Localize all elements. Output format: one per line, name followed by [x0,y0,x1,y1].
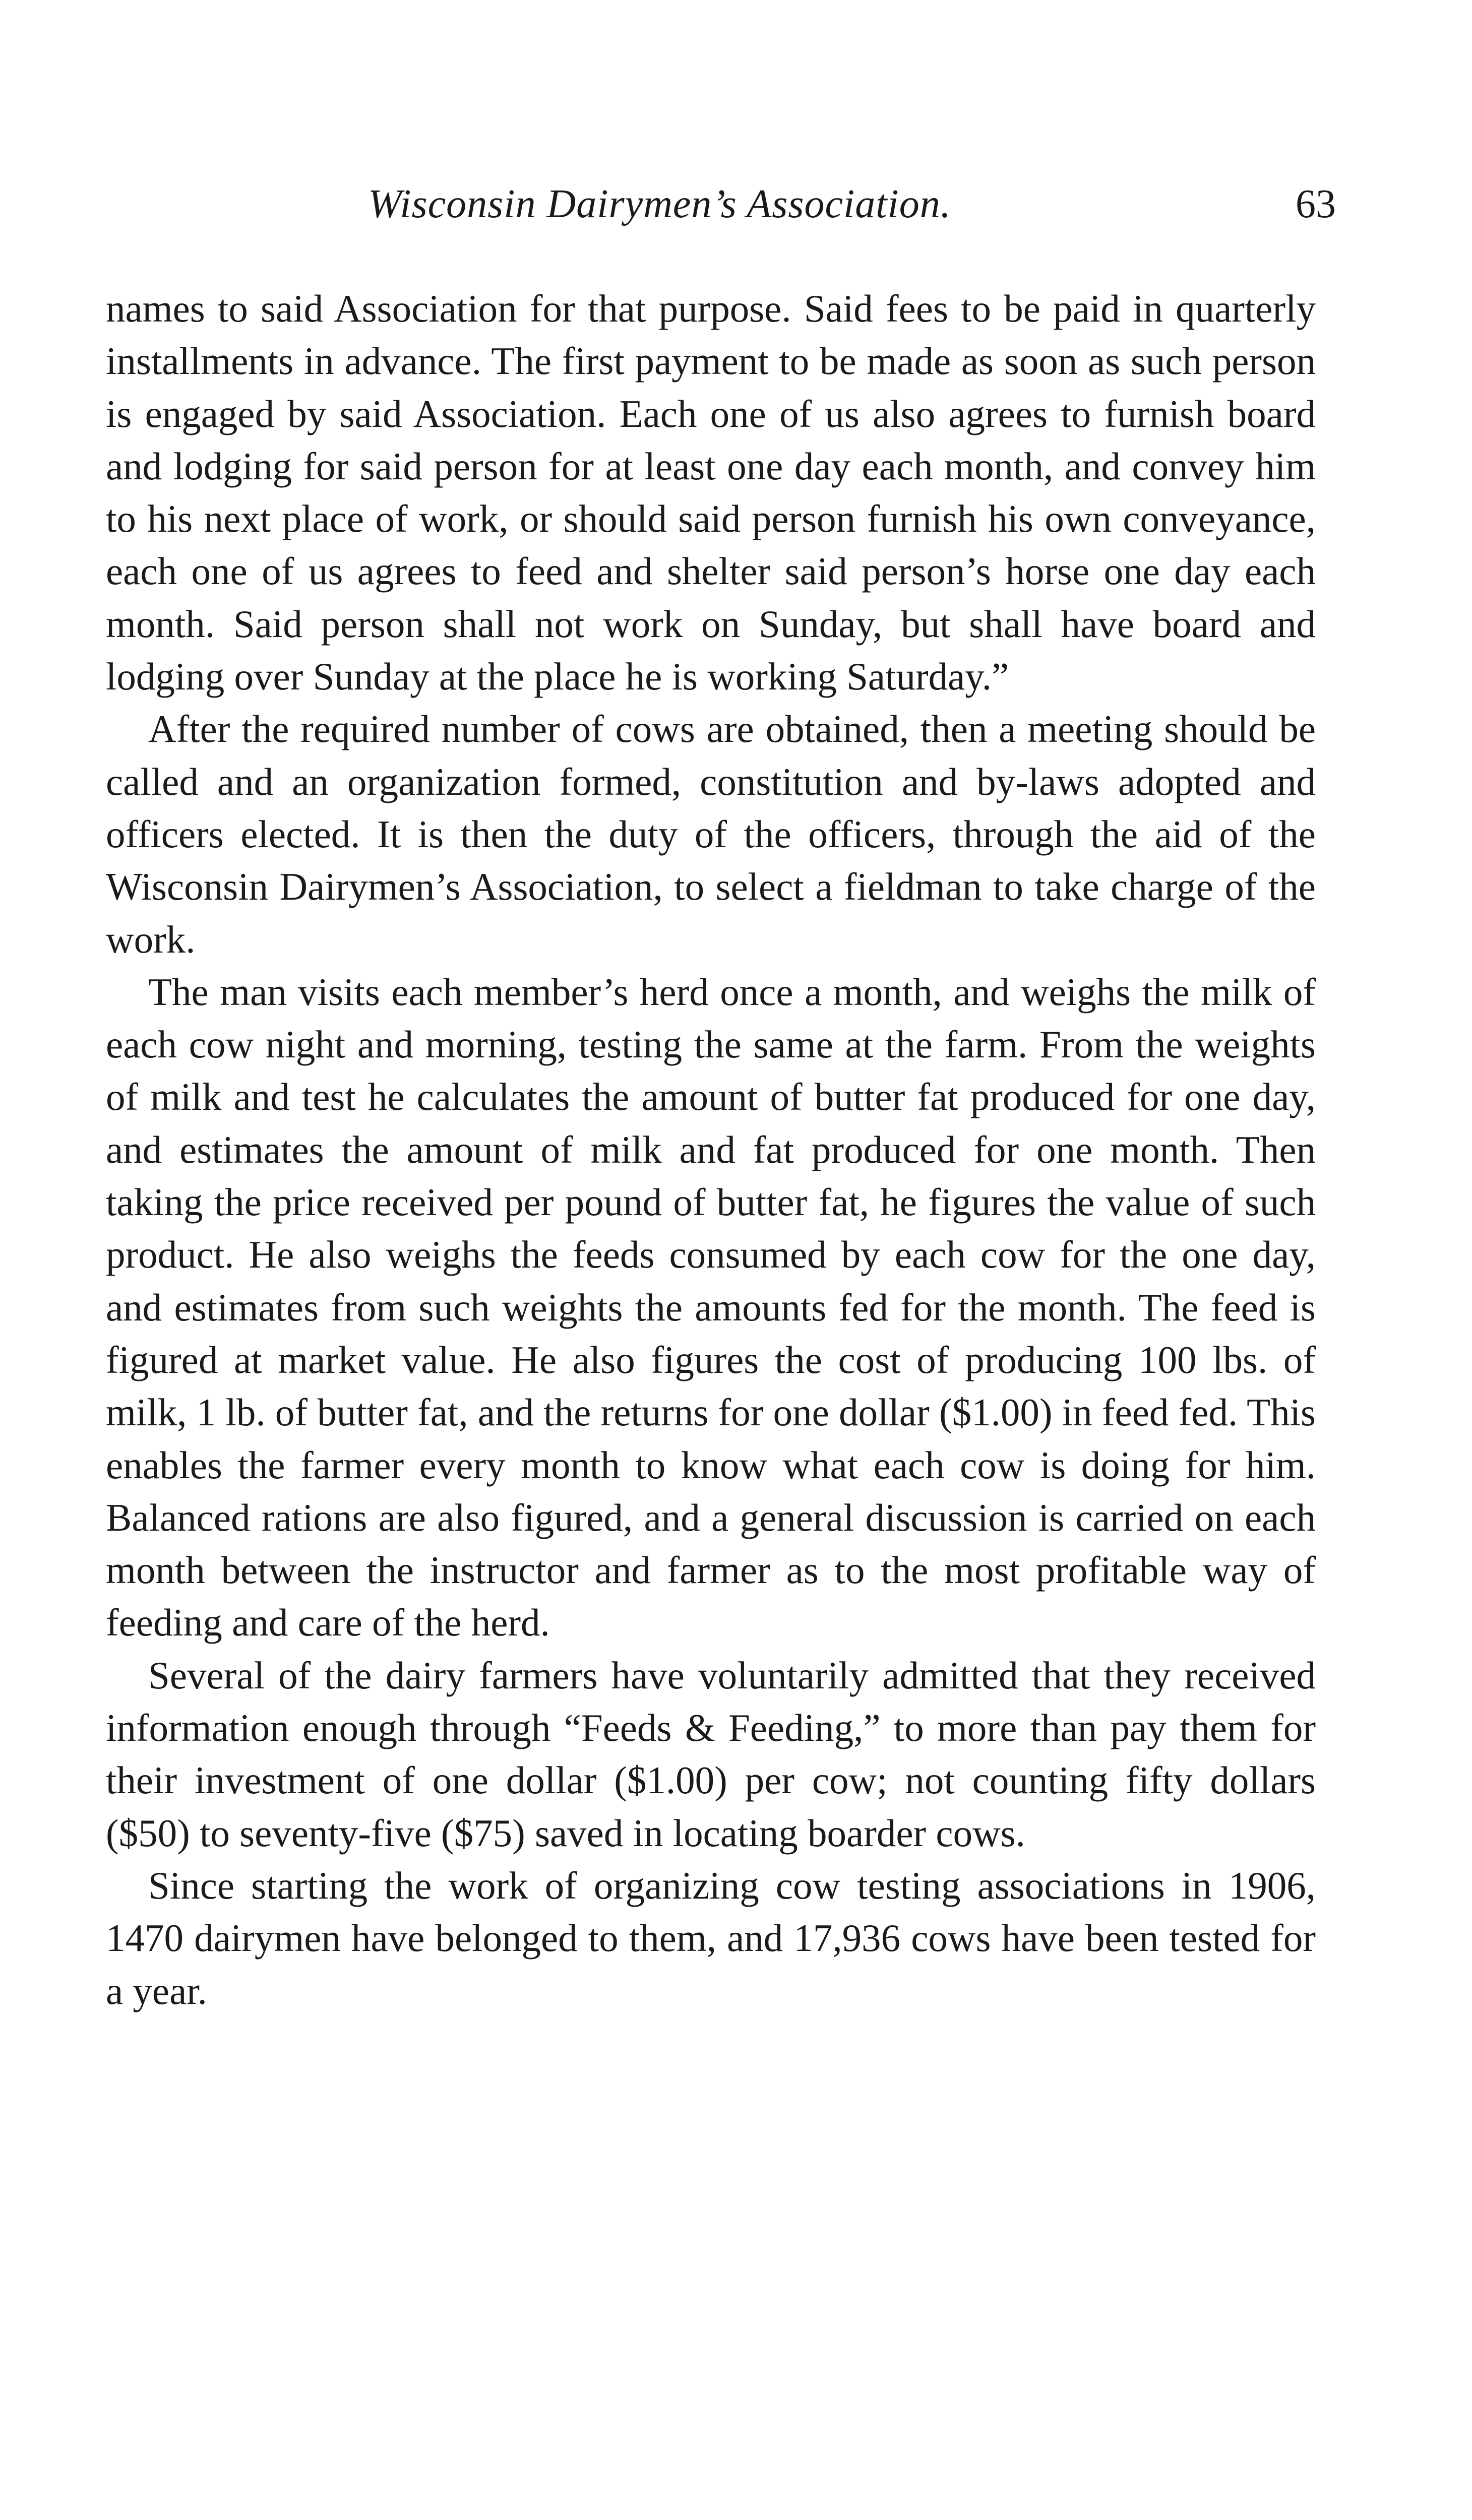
running-header [106,181,1336,242]
paragraph-farmer-testimony: Several of the dairy farmers have voluntarily admitted that they received information enough through “Feeds & Feeding,” to more than pay them for their investment of one dollar ($1.00) per cow; not counting fifty dollars ($50) to seventy-five ($75) saved in locating boarder cows. [106,1653,1316,1855]
paragraph-continuation: names to said Association for that purpose. Said fees to be paid in quarterly installments in advance. The first payment to be made as soon as such person is engaged by said Association. Each one of us also agrees to furnish board and lodging for said person for at least one day each month, and convey him to his next place of work, or should said person furnish his own conveyance, each one of us agrees to feed and shelter said person’s horse one day each month. Said person shall not work on Sunday, but shall have board and lodging over Sunday at the place he is working Saturday.” [106,287,1316,699]
paragraph-organization: After the required number of cows are obtained, then a meeting should be called and an organization formed, constitution and by-laws adopted and officers elected. It is then the duty of the officers, through the aid of the Wisconsin Dairymen’s Association, to select a fieldman to take charge of the work. [106,707,1316,961]
body-text [106,282,1316,2017]
page-number: 63 [1296,182,1336,226]
running-title: Wisconsin Dairymen’s Association. [368,182,951,226]
paragraph-fieldman-duties: The man visits each member’s herd once a month, and weighs the milk of each cow night and morning, testing the same at the farm. From the weights of milk and test he calculates the amount of butter fat produced for one day, and estimates the amount of milk and fat produced for one month. Then taking the price received per pound of butter fat, he figures the value of such product. He also weighs the feeds consumed by each cow for the one day, and estimates from such weights the amounts fed for the month. The feed is figured at market value. He also figures the cost of producing 100 lbs. of milk, 1 lb. of butter fat, and the returns for one dollar ($1.00) in feed fed. This enables the farmer every month to know what each cow is doing for him. Balanced rations are also figured, and a general discussion is carried on each month between the instructor and farmer as to the most profitable way of feeding and care of the herd. [106,970,1316,1645]
paragraph-statistics: Since starting the work of organizing cow testing associations in 1906, 1470 dairymen have belonged to them, and 17,936 cows have been tested for a year. [106,1863,1316,2012]
